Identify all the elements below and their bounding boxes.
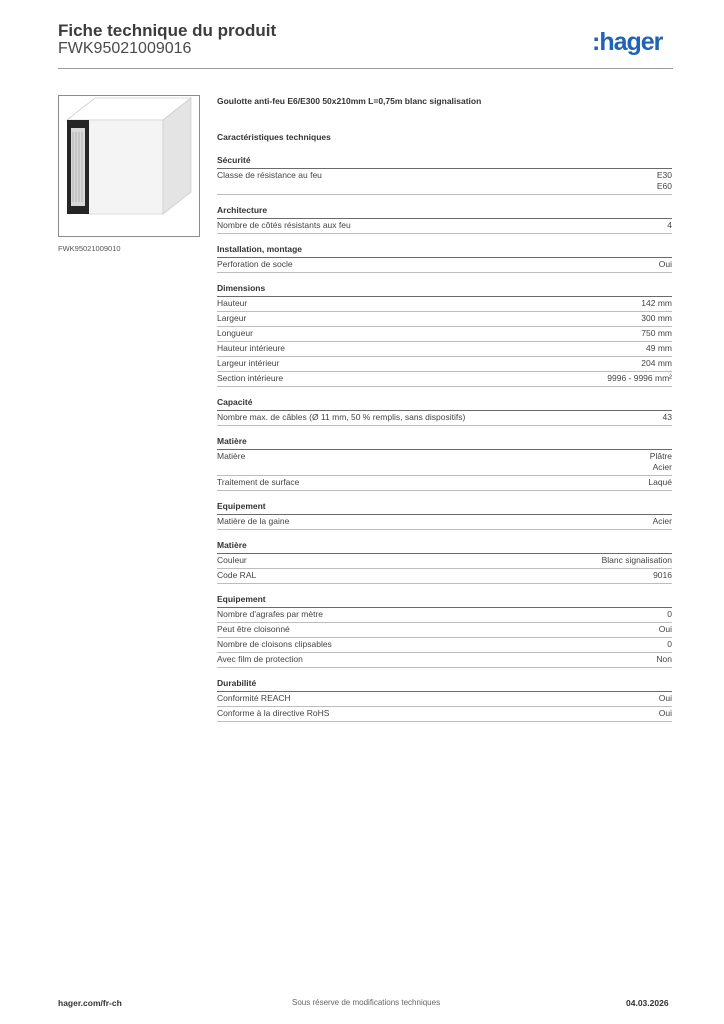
- spec-value-group: [653, 516, 672, 527]
- spec-label: Peut être cloisonné: [217, 624, 290, 634]
- header-divider: [58, 68, 673, 69]
- spec-label: Avec film de protection: [217, 654, 303, 664]
- spec-label: Classe de résistance au feu: [217, 170, 322, 180]
- image-caption: FWK95021009010: [58, 244, 121, 253]
- spec-label: Conforme à la directive RoHS: [217, 708, 330, 718]
- spec-value-group: [656, 654, 672, 665]
- spec-value-group: [667, 639, 672, 650]
- spec-value-group: [659, 259, 672, 270]
- spec-row: [217, 692, 672, 707]
- section-title: Matière: [217, 539, 672, 554]
- spec-value-group: [641, 358, 672, 369]
- product-description: Goulotte anti-feu E6/E300 50x210mm L=0,75m blanc signalisation: [217, 96, 482, 106]
- spec-section: [217, 396, 672, 426]
- spec-label: Hauteur intérieure: [217, 343, 286, 353]
- spec-label: Longueur: [217, 328, 253, 338]
- spec-value-group: [607, 373, 672, 384]
- spec-label: Code RAL: [217, 570, 257, 580]
- spec-label: Matière de la gaine: [217, 516, 290, 526]
- spec-value: 9016: [653, 570, 672, 580]
- spec-section: [217, 500, 672, 530]
- section-title: Dimensions: [217, 282, 672, 297]
- spec-value-group: [602, 555, 672, 566]
- spec-value-group: [663, 412, 672, 423]
- section-title: Equipement: [217, 593, 672, 608]
- spec-value: E30: [656, 170, 672, 180]
- spec-row: [217, 411, 672, 426]
- section-title: Sécurité: [217, 154, 672, 169]
- spec-value: Acier: [652, 462, 672, 472]
- spec-section: [217, 677, 672, 722]
- spec-value: 300 mm: [641, 313, 672, 323]
- spec-row: [217, 623, 672, 638]
- spec-content: [217, 94, 672, 731]
- spec-row: [217, 554, 672, 569]
- spec-section: [217, 282, 672, 387]
- spec-value-group: [641, 313, 672, 324]
- spec-value: Oui: [658, 708, 672, 718]
- spec-value-group: [653, 570, 672, 581]
- spec-row: [217, 297, 672, 312]
- spec-row: [217, 372, 672, 387]
- spec-row: [217, 357, 672, 372]
- spec-value-group: [657, 170, 672, 192]
- spec-label: Nombre max. de câbles (Ø 11 mm, 50 % remplis, sans dispositifs): [217, 412, 466, 422]
- spec-value: Plâtre: [649, 451, 672, 461]
- section-title: Installation, montage: [217, 243, 672, 258]
- spec-value: Oui: [658, 693, 672, 703]
- spec-label: Nombre de cloisons clipsables: [217, 639, 332, 649]
- spec-row: [217, 312, 672, 327]
- footer-disclaimer: Sous réserve de modifications techniques: [292, 998, 441, 1007]
- spec-value-group: [646, 343, 672, 354]
- spec-value-group: [648, 477, 672, 488]
- spec-row: [217, 450, 672, 476]
- spec-row: [217, 707, 672, 722]
- section-title: Equipement: [217, 500, 672, 515]
- cable-duct-illustration: [59, 96, 199, 236]
- spec-value: E60: [656, 181, 672, 191]
- section-title: Matière: [217, 435, 672, 450]
- spec-row: [217, 476, 672, 491]
- spec-value: Oui: [658, 624, 672, 634]
- spec-value-group: [667, 220, 672, 231]
- spec-section: [217, 435, 672, 491]
- spec-label: Perforation de socle: [217, 259, 293, 269]
- spec-row: [217, 569, 672, 584]
- spec-label: Largeur intérieur: [217, 358, 280, 368]
- spec-row: [217, 653, 672, 668]
- spec-label: Largeur: [217, 313, 247, 323]
- spec-value: 0: [667, 609, 672, 619]
- spec-section: [217, 593, 672, 668]
- section-title: Architecture: [217, 204, 672, 219]
- spec-value: 49 mm: [646, 343, 672, 353]
- spec-row: [217, 219, 672, 234]
- spec-row: [217, 327, 672, 342]
- spec-label: Hauteur: [217, 298, 248, 308]
- hager-logo[interactable]: :hager: [592, 28, 663, 56]
- page-title: Fiche technique du produit: [58, 21, 277, 40]
- spec-label: Couleur: [217, 555, 247, 565]
- spec-value-group: [650, 451, 672, 473]
- spec-label: Section intérieure: [217, 373, 284, 383]
- spec-value: 4: [667, 220, 672, 230]
- spec-value: Non: [656, 654, 672, 664]
- spec-row: [217, 608, 672, 623]
- spec-value: 204 mm: [641, 358, 672, 368]
- spec-section: [217, 539, 672, 584]
- spec-row: [217, 169, 672, 195]
- spec-row: [217, 638, 672, 653]
- product-image: [58, 95, 200, 237]
- footer-website-link[interactable]: hager.com/fr-ch: [58, 998, 122, 1008]
- spec-row: [217, 515, 672, 530]
- spec-value: Oui: [658, 259, 672, 269]
- tech-heading: Caractéristiques techniques: [217, 132, 331, 142]
- spec-row: [217, 342, 672, 357]
- spec-value: 0: [667, 639, 672, 649]
- spec-section: [217, 154, 672, 195]
- spec-row: [217, 258, 672, 273]
- spec-section: [217, 204, 672, 234]
- spec-value-group: [659, 708, 672, 719]
- spec-label: Nombre d'agrafes par mètre: [217, 609, 324, 619]
- product-code: FWK95021009016: [58, 40, 192, 57]
- spec-value: Blanc signalisation: [601, 555, 672, 565]
- spec-value-group: [659, 624, 672, 635]
- spec-value-group: [659, 693, 672, 704]
- spec-value: 43: [662, 412, 672, 422]
- spec-value-group: [667, 609, 672, 620]
- spec-label: Conformité REACH: [217, 693, 291, 703]
- spec-value: 750 mm: [641, 328, 672, 338]
- spec-value-group: [641, 298, 672, 309]
- spec-value-group: [641, 328, 672, 339]
- spec-value: Laqué: [648, 477, 672, 487]
- spec-label: Nombre de côtés résistants aux feu: [217, 220, 351, 230]
- section-title: Capacité: [217, 396, 672, 411]
- spec-label: Traitement de surface: [217, 477, 300, 487]
- spec-value: Acier: [652, 516, 672, 526]
- section-title: Durabilité: [217, 677, 672, 692]
- spec-value: 142 mm: [641, 298, 672, 308]
- spec-section: [217, 243, 672, 273]
- footer-date: 04.03.2026: [626, 998, 669, 1008]
- spec-sections: [217, 154, 672, 722]
- spec-label: Matière: [217, 451, 246, 461]
- spec-value: 9996 - 9996 mm²: [607, 373, 672, 383]
